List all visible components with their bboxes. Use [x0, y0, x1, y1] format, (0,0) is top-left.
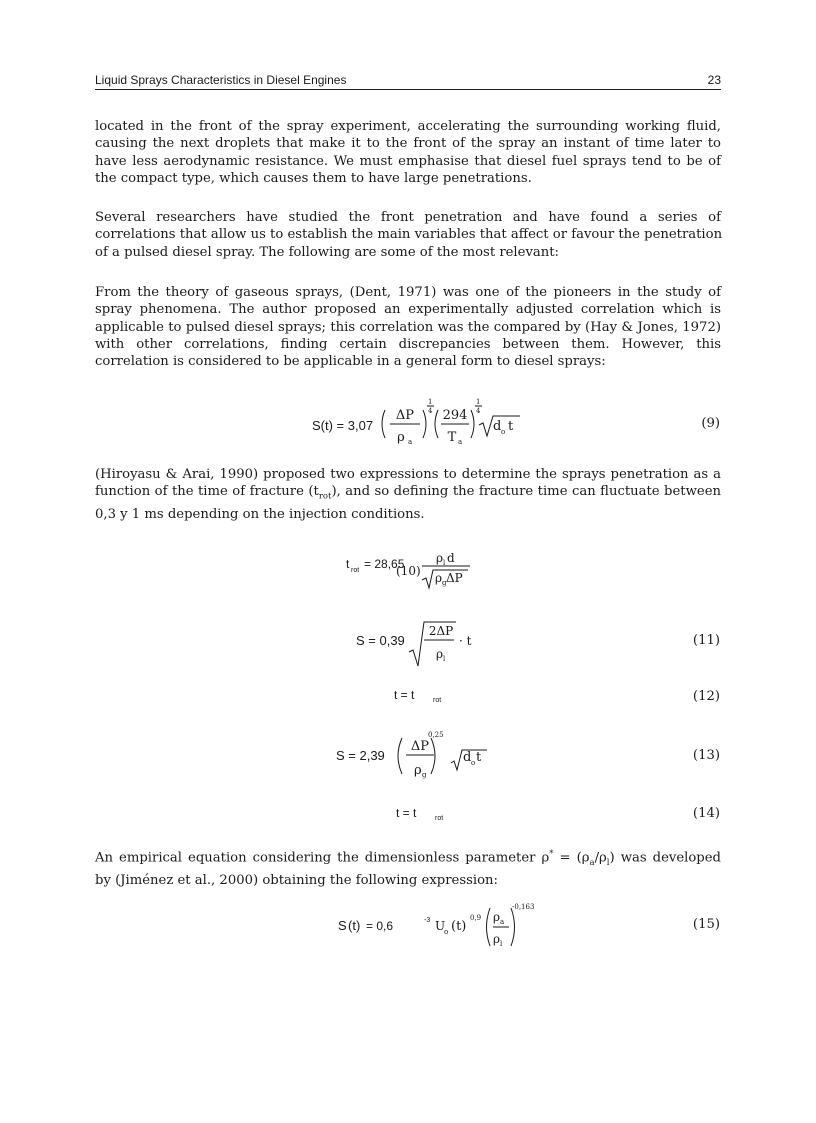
paren-right: [471, 410, 474, 438]
text-fragment: function of the time of fracture (t: [95, 484, 319, 500]
eq9-root-t: t: [508, 419, 514, 434]
paragraph-4: [95, 466, 721, 524]
equation-13: [330, 728, 500, 782]
text-line: From the theory of gaseous sprays, (Dent, 1971) was one of the pioneers in the study of: [95, 285, 721, 300]
eq10-den-sub: g: [442, 579, 447, 587]
eq15-num: ρ: [493, 910, 501, 924]
eq15-eq: = 0,6: [366, 919, 394, 933]
eq15-lhs-arg: (t): [348, 918, 361, 933]
paren-left: [382, 410, 385, 438]
equation-10: [340, 548, 480, 592]
subscript: l: [606, 858, 610, 869]
eq13-den-sub: g: [422, 771, 427, 779]
paragraph-3: [95, 284, 721, 370]
eq12-lhs: t = t: [394, 688, 415, 702]
paren-left: [398, 738, 402, 774]
eq9-root-d: d: [493, 419, 502, 434]
text-line: 0,3 y 1 ms depending on the injection conditions.: [95, 507, 425, 523]
eq13-exp: 0,25: [428, 731, 444, 739]
equation-number-14: (14): [692, 806, 720, 821]
eq9-root-sub: o: [501, 428, 506, 436]
eq15-exp1: -3: [424, 917, 431, 924]
eq9-exp-b: 4: [428, 407, 433, 415]
eq15-exp3: -0,163: [512, 903, 535, 911]
text-line: the compact type, which causes them to have large penetrations.: [95, 170, 532, 186]
text-line: have less aerodynamic resistance. We must emphasise that diesel fuel sprays tend to be of: [95, 153, 721, 169]
eq15-targ: (t): [451, 919, 467, 934]
eq9-exp2-b: 4: [476, 407, 481, 415]
text-fragment: /ρ: [594, 850, 607, 866]
eq9-den1: ρ: [397, 430, 405, 445]
eq11-tail: · t: [459, 634, 472, 648]
eq9-lhs: S(t) = 3,07: [312, 418, 374, 433]
eq15-U-sub: o: [444, 928, 449, 936]
paragraph-1: [95, 118, 721, 187]
paren-right: [423, 410, 426, 438]
text-line: by (Jiménez et al., 2000) obtaining the following expression:: [95, 873, 498, 889]
eq9-den2: T: [447, 430, 457, 445]
paragraph-5: [95, 846, 721, 890]
text-line: with other correlations, finding certain discrepancies between them. However, this: [95, 336, 721, 352]
paren-left: [435, 410, 438, 438]
equation-15: [330, 898, 540, 956]
equation-number-15: (15): [692, 917, 720, 932]
text-line: [95, 483, 721, 506]
eq11-den-sub: l: [443, 655, 446, 663]
eq10-eq: = 28,65: [364, 557, 405, 571]
text-line: causing the next droplets that make it to the front of the spray an instant of time later to: [95, 136, 721, 152]
text-line: spray phenomena. The author proposed an experimentally adjusted correlation which is: [95, 302, 721, 318]
subscript: rot: [318, 491, 332, 502]
paren-right: [511, 908, 515, 946]
text-line: applicable to pulsed diesel sprays; this correlation was the compared by (Hay & Jones, 1972): [95, 319, 721, 335]
eq15-lhs: S: [338, 918, 347, 933]
text-fragment: ) was developed: [609, 850, 721, 866]
equation-number-12: (12): [692, 689, 720, 704]
equation-12: [388, 684, 458, 706]
eq10-den-dp: ΔP: [446, 571, 463, 585]
paragraph-2: [95, 209, 721, 261]
eq12-lhs-sub: rot: [433, 697, 442, 704]
eq13-den: ρ: [414, 763, 422, 778]
eq9-den1-sub: a: [408, 438, 413, 446]
equation-number-9: (9): [701, 416, 720, 431]
eq10-num-sub: l: [443, 559, 446, 567]
eq9-exp2-a: 1: [476, 398, 481, 406]
equation-14: [390, 800, 460, 824]
paren-left: [487, 908, 491, 946]
equation-11: [346, 618, 486, 668]
page-number: 23: [707, 73, 721, 87]
eq15-num-sub: a: [500, 918, 505, 926]
subscript: a: [589, 858, 595, 869]
eq9-den2-sub: a: [458, 438, 463, 446]
eq13-root-sub: o: [471, 759, 476, 767]
text-line: Several researchers have studied the front penetration and have found a series of: [95, 210, 721, 225]
running-title: Liquid Sprays Characteristics in Diesel Engines: [95, 73, 347, 87]
paren-right: [431, 738, 435, 774]
eq14-lhs-sub: rot: [435, 815, 444, 822]
text-fragment: ), and so defining the fracture time can fluctuate between: [331, 484, 721, 500]
eq10-lhs-sub: rot: [351, 567, 360, 574]
eq13-lhs: S = 2,39: [336, 748, 385, 763]
eq10-den-rho: ρ: [435, 571, 443, 585]
eq9-num1: ΔP: [395, 408, 415, 423]
eq14-lhs: t = t: [396, 806, 417, 820]
text-line: located in the front of the spray experiment, accelerating the surrounding working fluid,: [95, 119, 721, 134]
superscript: *: [549, 849, 554, 859]
eq15-U: U: [435, 919, 446, 933]
eq9-num2: 294: [442, 408, 468, 423]
running-header: [95, 73, 721, 90]
eq13-root-t: t: [476, 750, 482, 765]
eq10-lhs: t: [346, 557, 350, 571]
text-line: correlation is considered to be applicable in a general form to diesel sprays:: [95, 354, 606, 370]
equation-number-11: (11): [692, 633, 720, 648]
eq15-den-sub: l: [500, 940, 503, 948]
eq11-den: ρ: [436, 647, 444, 661]
text-fragment: = (ρ: [553, 850, 590, 866]
eq10-num-d: d: [447, 551, 455, 565]
equation-number-13: (13): [692, 748, 720, 763]
eq9-exp-a: 1: [428, 398, 433, 406]
text-fragment: An empirical equation considering the dimensionless parameter ρ: [95, 850, 550, 866]
text-line: correlations that allow us to establish the main variables that affect or favour the penetration: [95, 227, 723, 243]
eq11-lhs: S = 0,39: [356, 633, 405, 648]
eq11-num: 2ΔP: [428, 624, 454, 638]
eq15-exp2: 0,9: [470, 914, 482, 922]
equation-number-10: (10): [396, 564, 421, 578]
eq13-num: ΔP: [410, 739, 430, 754]
text-line: [95, 846, 721, 872]
text-line: (Hiroyasu & Arai, 1990) proposed two expressions to determine the sprays penetration as a: [95, 467, 721, 482]
eq10-num: ρ: [436, 551, 444, 565]
eq15-den: ρ: [493, 932, 501, 946]
equation-9: [300, 392, 540, 452]
text-line: of a pulsed diesel spray. The following are some of the most relevant:: [95, 244, 559, 260]
eq13-root-d: d: [463, 750, 472, 765]
